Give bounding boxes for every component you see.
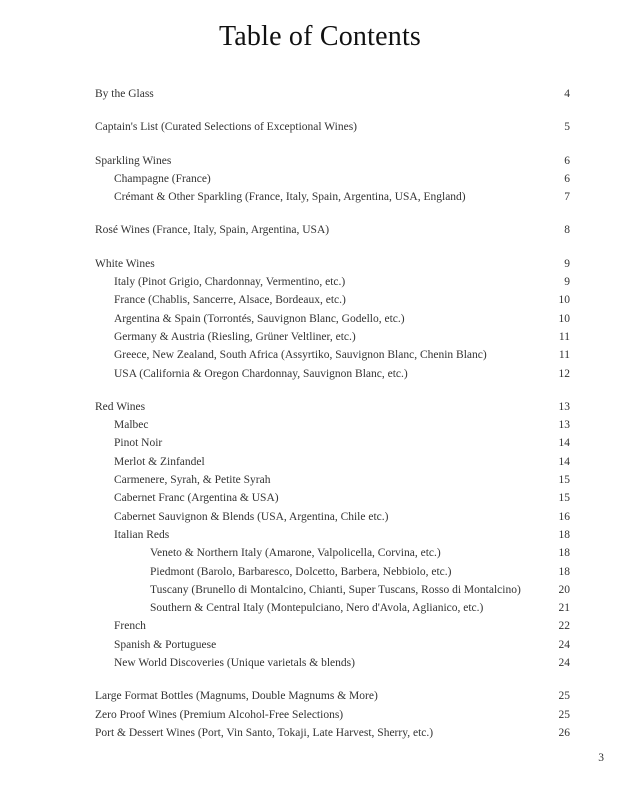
toc-entry-label: Red Wines: [95, 400, 146, 413]
toc-entry-page: 16: [558, 510, 570, 523]
toc-entry: [95, 346, 570, 364]
toc-entry-label: Cabernet Franc (Argentina & USA): [114, 492, 279, 505]
toc-entry-page: 11: [558, 349, 570, 362]
toc-entry: [95, 544, 570, 562]
toc-entry-label: Southern & Central Italy (Montepulciano, Nero d'Avola, Aglianico, etc.): [150, 602, 484, 615]
toc-entry-label: By the Glass: [95, 88, 154, 100]
toc-entry: [95, 365, 570, 383]
toc-entry: [95, 581, 570, 599]
toc-entry-label: Veneto & Northern Italy (Amarone, Valpolicella, Corvina, etc.): [150, 547, 441, 560]
toc-entry: [95, 85, 570, 103]
toc-group: [95, 398, 570, 672]
toc-entry: [95, 599, 570, 617]
toc-entry-label: Rosé Wines (France, Italy, Spain, Argentina, USA): [95, 224, 330, 237]
toc-entry-label: Crémant & Other Sparkling (France, Italy, Spain, Argentina, USA, England): [114, 191, 466, 204]
toc-entry-page: 9: [564, 276, 570, 289]
toc-entry: [95, 310, 570, 328]
toc-entry: [95, 526, 570, 544]
toc-entry: [95, 706, 570, 724]
toc-entry: [95, 291, 570, 309]
toc-entry: [95, 328, 570, 346]
toc-entry-page: 14: [558, 455, 570, 468]
toc-group: [95, 687, 570, 742]
toc-entry: [95, 416, 570, 434]
toc-entry-label: New World Discoveries (Unique varietals & blends): [114, 657, 355, 670]
toc-entry-page: 21: [558, 602, 570, 615]
toc-entry-label: Sparkling Wines: [95, 154, 172, 167]
toc-entry-label: Port & Dessert Wines (Port, Vin Santo, Tokaji, Late Harvest, Sherry, etc.): [95, 726, 434, 739]
toc-group: [95, 152, 570, 207]
page-title: Table of Contents: [218, 21, 422, 52]
toc-entry: [95, 636, 570, 654]
toc-entry-page: 6: [564, 154, 570, 167]
toc-entry-page: 9: [564, 257, 570, 270]
toc-entry: [95, 617, 570, 635]
toc-entry-label: Cabernet Sauvignon & Blends (USA, Argentina, Chile etc.): [114, 510, 389, 523]
toc-entry-label: Malbec: [114, 419, 149, 432]
toc-entry-label: Spanish & Portuguese: [114, 638, 217, 651]
toc-entry-page: 13: [558, 419, 570, 432]
toc-entry-page: 13: [558, 400, 570, 413]
toc-entry-page: 11: [558, 330, 570, 343]
toc-entry-label: USA (California & Oregon Chardonnay, Sauvignon Blanc, etc.): [114, 367, 408, 380]
footer-page-number: 3: [598, 752, 604, 764]
toc-entry: [95, 687, 570, 705]
toc-entry: [95, 654, 570, 672]
toc-entry: [95, 563, 570, 581]
toc-entry-page: 18: [558, 565, 570, 578]
toc-entry-label: Germany & Austria (Riesling, Grüner Veltliner, etc.): [114, 330, 356, 343]
toc-entry-page: 18: [558, 547, 570, 560]
toc-entry-label: Argentina & Spain (Torrontés, Sauvignon Blanc, Godello, etc.): [114, 312, 405, 325]
toc-entry: [95, 508, 570, 526]
toc-group: [95, 221, 570, 239]
toc-entry-label: Champagne (France): [114, 172, 211, 185]
toc-entry-page: 15: [558, 492, 570, 505]
toc-entry-page: 10: [558, 312, 570, 325]
toc-group: [95, 255, 570, 383]
toc-entry-page: 6: [564, 172, 570, 185]
toc-entry-label: Captain's List (Curated Selections of Exceptional Wines): [95, 121, 358, 134]
toc-entry-label: Italian Reds: [114, 528, 170, 541]
toc-entry-page: 20: [558, 583, 570, 596]
toc-entry: [95, 471, 570, 489]
toc-entry: [95, 152, 570, 170]
toc-entry-label: Zero Proof Wines (Premium Alcohol-Free Selections): [95, 708, 344, 721]
toc-entry-label: White Wines: [95, 257, 155, 270]
toc-entry-page: 25: [558, 690, 570, 703]
toc-list: [95, 85, 570, 742]
toc-entry-page: 22: [558, 620, 570, 633]
toc-entry-page: 18: [558, 528, 570, 541]
toc-entry-label: Merlot & Zinfandel: [114, 455, 205, 468]
toc-entry: [95, 724, 570, 742]
toc-entry-label: Italy (Pinot Grigio, Chardonnay, Vermentino, etc.): [114, 276, 346, 289]
toc-entry: [95, 118, 570, 136]
toc-group: [95, 118, 570, 136]
toc-entry-page: 5: [564, 121, 570, 134]
toc-entry-label: Large Format Bottles (Magnums, Double Magnums & More): [95, 690, 378, 703]
toc-entry: [95, 489, 570, 507]
toc-entry-label: Pinot Noir: [114, 437, 163, 450]
toc-entry-page: 14: [558, 437, 570, 450]
toc-entry: [95, 273, 570, 291]
toc-entry-label: French: [114, 620, 146, 633]
toc-entry-label: France (Chablis, Sancerre, Alsace, Bordeaux, etc.): [114, 294, 346, 307]
toc-entry-page: 24: [558, 638, 570, 651]
toc-entry-page: 4: [564, 88, 570, 100]
toc-entry-page: 24: [558, 657, 570, 670]
toc-entry: [95, 170, 570, 188]
toc-entry-label: Greece, New Zealand, South Africa (Assyrtiko, Sauvignon Blanc, Chenin Blanc): [114, 349, 487, 362]
toc-group: [95, 85, 570, 103]
toc-entry: [95, 453, 570, 471]
toc-entry: [95, 255, 570, 273]
toc-entry-page: 7: [564, 191, 570, 204]
toc-entry-label: Carmenere, Syrah, & Petite Syrah: [114, 474, 271, 487]
toc-entry: [95, 221, 570, 239]
toc-entry-label: Tuscany (Brunello di Montalcino, Chianti, Super Tuscans, Rosso di Montalcino): [150, 583, 521, 596]
toc-entry: [95, 398, 570, 416]
toc-entry-page: 26: [558, 726, 570, 739]
toc-entry-page: 25: [558, 708, 570, 721]
toc-entry-page: 15: [558, 474, 570, 487]
toc-entry-page: 8: [564, 224, 570, 237]
toc-entry: [95, 188, 570, 206]
toc-entry: [95, 434, 570, 452]
toc-entry-page: 12: [558, 367, 570, 380]
toc-entry-label: Piedmont (Barolo, Barbaresco, Dolcetto, Barbera, Nebbiolo, etc.): [150, 565, 452, 578]
toc-entry-page: 10: [558, 294, 570, 307]
